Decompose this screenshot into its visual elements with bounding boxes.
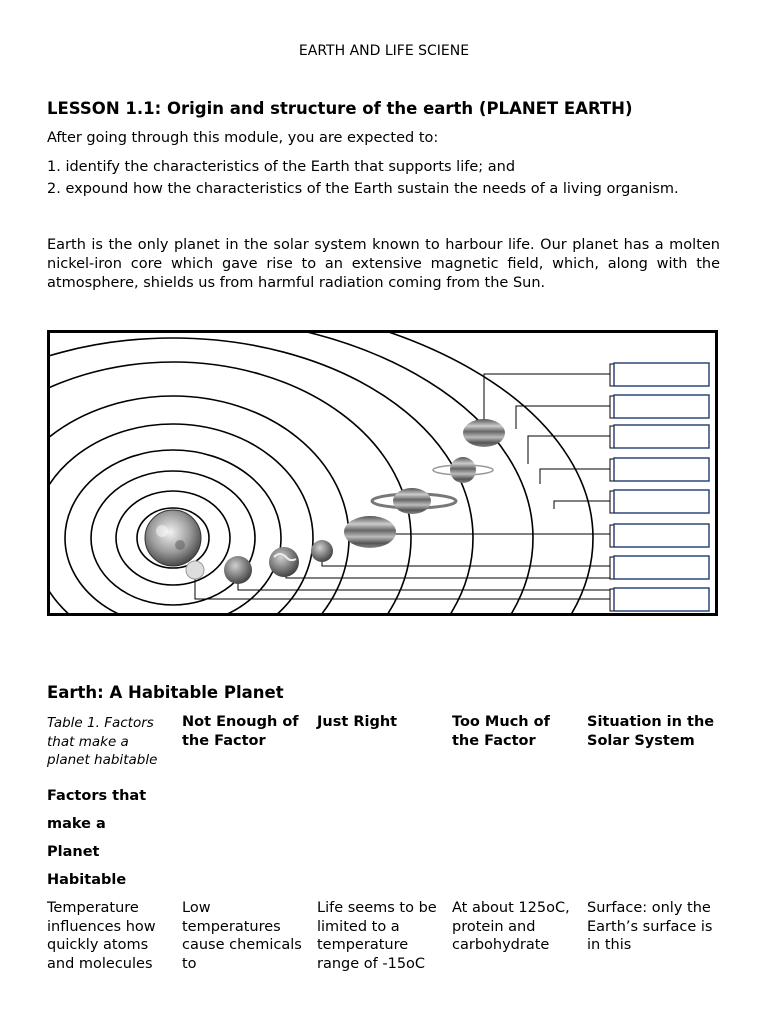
venus-icon [224, 556, 252, 584]
label-box-7 [614, 556, 709, 579]
solar-system-diagram [47, 330, 718, 616]
objective-item-1: 1. identify the characteristics of the Earth that supports life; and [47, 159, 516, 175]
lesson-title: LESSON 1.1: Origin and structure of the earth (PLANET EARTH) [47, 99, 633, 118]
label-box-4 [614, 458, 709, 481]
label-boxes [610, 363, 709, 611]
table-header-factors-line-3: Planet [47, 844, 100, 860]
table-caption: Table 1. Factors that make a planet habitable [47, 715, 158, 768]
orbit-rings [50, 333, 593, 613]
label-box-6 [614, 524, 709, 547]
label-box-3 [614, 425, 709, 448]
table-header-factors-line-2: make a [47, 816, 106, 832]
objective-item-2: 2. expound how the characteristics of the Earth sustain the needs of a living organism. [47, 181, 679, 197]
table-cell-temperature-not-enough: Low temperatures cause chemicals to [182, 900, 302, 972]
label-box-1 [614, 363, 709, 386]
neptune-icon [463, 419, 505, 447]
table-header-factors-line-4: Habitable [47, 872, 127, 888]
table-cell-temperature-factor: Temperature influences how quickly atoms and molecules [47, 900, 156, 972]
section-title: Earth: A Habitable Planet [47, 683, 284, 702]
mercury-icon [186, 561, 204, 579]
table-header-just-right: Just Right [317, 714, 398, 730]
objectives-intro: After going through this module, you are expected to: [47, 130, 439, 146]
label-box-5 [614, 490, 709, 513]
table-header-situation: Situation in the Solar System [587, 714, 715, 749]
leader-lines [195, 374, 610, 599]
sun-icon [145, 510, 201, 566]
table-cell-temperature-just-right: Life seems to be limited to a temperature range of -15oC [317, 900, 437, 972]
table-header-not-enough: Not Enough of the Factor [182, 714, 299, 749]
saturn-icon [372, 488, 456, 514]
label-box-8 [614, 588, 709, 611]
uranus-icon [433, 457, 493, 483]
table-cell-temperature-too-much: At about 125oC, protein and carbohydrate [452, 900, 570, 953]
intro-paragraph: Earth is the only planet in the solar system known to harbour life. Our planet has a molten nickel-iron core which gave rise to an extensive magnetic field, which, along with the atmosphere, shields us from harmful radiation coming from the Sun. [47, 237, 720, 291]
earth-icon [269, 547, 299, 577]
table-header-factors-line-1: Factors that [47, 788, 147, 804]
document-header: EARTH AND LIFE SCIENE [298, 43, 470, 59]
mars-icon [311, 540, 333, 562]
label-box-2 [614, 395, 709, 418]
table-cell-temperature-situation: Surface: only the Earth’s surface is in this [587, 900, 713, 953]
jupiter-icon [344, 516, 396, 548]
table-header-too-much: Too Much of the Factor [452, 714, 550, 749]
